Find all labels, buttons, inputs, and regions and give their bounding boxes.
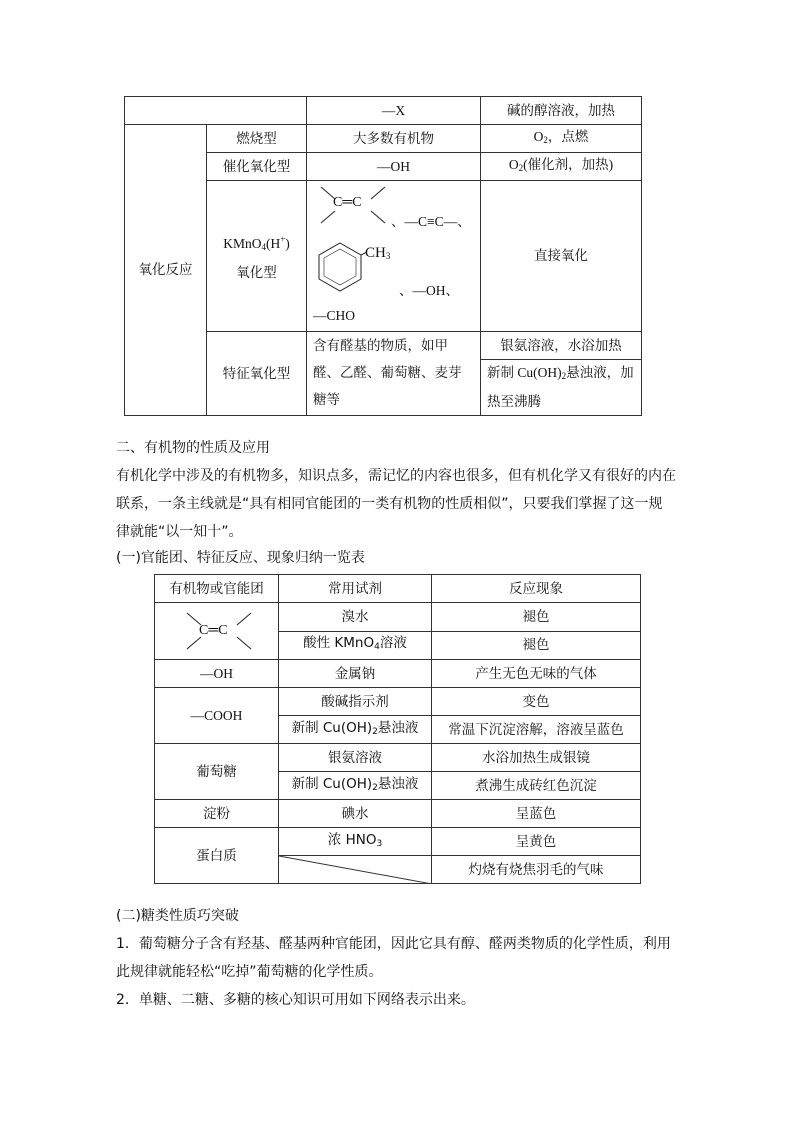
functional-group-table (154, 574, 641, 884)
halide-group: —X (307, 97, 481, 125)
kmno4-b: (H (265, 236, 281, 251)
reagent-cuoh2-b (279, 772, 432, 800)
reagent-cuoh2-a (279, 716, 432, 744)
kmno4-c: ) (285, 236, 290, 251)
benzene-ring-icon (313, 239, 367, 299)
cuoh-sub: 2 (372, 726, 378, 737)
hno3-a: 浓 HNO (327, 831, 377, 848)
empty-cell (125, 97, 307, 125)
cuoh-sub: 2 (372, 782, 378, 793)
catalytic-condition (481, 153, 642, 181)
phenomenon-dissolve: 常温下沉淀溶解，溶液呈蓝色 (432, 716, 641, 744)
halide-condition: 碱的醇溶液，加热 (481, 97, 642, 125)
phenomenon-fade-2: 褪色 (432, 631, 641, 660)
phenomenon-silver-mirror: 水浴加热生成银镜 (432, 744, 641, 772)
diagonal-empty-cell (279, 856, 432, 884)
alkyne-label: 、—C≡C—、 (391, 214, 471, 229)
phenomenon-color-change: 变色 (432, 688, 641, 716)
cuoh-b: 悬浊液 (377, 719, 419, 736)
reagent-silver-ammonia: 银氨溶液 (279, 744, 432, 772)
kmno4-b: 溶液 (379, 635, 407, 652)
header-phenomenon: 反应现象 (432, 575, 641, 603)
subsection-heading-1: (一)官能团、特征反应、现象归纳一览表 (116, 550, 365, 566)
oxidation-table (124, 96, 642, 416)
alkene-cell (155, 603, 279, 660)
alkene-label: C═C (333, 195, 362, 210)
catalytic-type: 催化氧化型 (207, 153, 307, 181)
reagent-bromine: 溴水 (279, 603, 432, 632)
aldehyde-label: —CHO (313, 308, 356, 323)
header-reagent: 常用试剂 (279, 575, 432, 603)
network-item: 2．单糖、二糖、多糖的核心知识可用如下网络表示出来。 (116, 992, 475, 1008)
reagent-hno3 (279, 828, 432, 856)
cuoh-a: 新制 Cu(OH) (487, 365, 562, 380)
reagent-indicator: 酸碱指示剂 (279, 688, 432, 716)
kmno4-line2: 氧化型 (236, 265, 277, 281)
header-group: 有机物或官能团 (155, 575, 279, 603)
o2-sub: 2 (543, 135, 548, 145)
oxidation-category: 氧化反应 (125, 125, 207, 416)
glucose-item: 1．葡萄糖分子含有羟基、醛基两种官能团，因此它具有醇、醛两类物质的化学性质，利用此规律就能轻松“吃掉”葡萄糖的化学性质。 (116, 936, 671, 980)
combustion-type: 燃烧型 (207, 125, 307, 153)
methyl-label (365, 244, 390, 265)
glucose-group: 葡萄糖 (155, 744, 279, 800)
alkene-label: C═C (199, 623, 228, 638)
carboxyl-group: —COOH (155, 688, 279, 744)
reagent-sodium: 金属钠 (279, 660, 432, 688)
kmno4-substances (307, 181, 481, 332)
cuoh-b: 悬浊液，加热至沸腾 (487, 365, 634, 410)
combustion-substance: 大多数有机物 (307, 125, 481, 153)
hno3-sub: 3 (376, 838, 383, 849)
kmno4-a: 酸性 KMnO (303, 635, 375, 652)
special-type: 特征氧化型 (207, 332, 307, 416)
phenomenon-burnt-feather: 灼烧有烧焦羽毛的气味 (432, 856, 641, 884)
hydroxyl-label: 、—OH、 (399, 283, 459, 298)
catalytic-substance: —OH (307, 153, 481, 181)
intro-paragraph: 有机化学中涉及的有机物多，知识点多，需记忆的内容也很多，但有机化学又有很好的内在联系，一条主线就是“具有相同官能团的一类有机物的性质相似”，只要我们掌握了这一规律就能“以一知十”。 (116, 468, 676, 540)
kmno4-sub: 4 (261, 242, 266, 252)
diagonal-line (279, 856, 432, 884)
kmno4-sub: 4 (374, 642, 380, 653)
reagent-kmno4 (279, 631, 432, 660)
phenomenon-gas: 产生无色无味的气体 (432, 660, 641, 688)
catalytic-rest: (催化剂，加热) (523, 157, 614, 172)
reagent-iodine: 碘水 (279, 800, 432, 828)
section-heading: 二、有机物的性质及应用 (116, 440, 270, 456)
cuoh-a: 新制 Cu(OH) (291, 719, 373, 736)
cuoh-b: 悬浊液 (377, 775, 419, 792)
special-substance: 含有醛基的物质，如甲醛、乙醛、葡萄糖、麦芽糖等 (307, 332, 481, 416)
combustion-condition (481, 125, 642, 153)
ch3-sub: 3 (385, 251, 391, 261)
protein-group: 蛋白质 (155, 828, 279, 884)
phenomenon-fade-1: 褪色 (432, 603, 641, 632)
o2-sub: 2 (518, 163, 524, 173)
combustion-rest: ，点燃 (547, 129, 589, 144)
cuoh-sub: 2 (561, 371, 567, 381)
ch-text: CH (365, 245, 386, 261)
kmno4-type (207, 181, 307, 332)
phenomenon-brick-red: 煮沸生成砖红色沉淀 (432, 772, 641, 800)
o2-text: O (508, 157, 519, 172)
starch-group: 淀粉 (155, 800, 279, 828)
kmno4-a: KMnO (223, 236, 262, 251)
special-condition-2 (481, 360, 642, 416)
kmno4-condition: 直接氧化 (481, 181, 642, 332)
kmno4-sup: + (280, 234, 286, 244)
special-condition-1: 银氨溶液，水浴加热 (481, 332, 642, 360)
phenomenon-blue: 呈蓝色 (432, 800, 641, 828)
kmno4-line1 (223, 236, 290, 251)
hydroxyl-group: —OH (155, 660, 279, 688)
cuoh-a: 新制 Cu(OH) (291, 775, 373, 792)
phenomenon-yellow: 呈黄色 (432, 828, 641, 856)
subsection-heading-2: (二)糖类性质巧突破 (116, 908, 239, 924)
o2-text: O (533, 129, 544, 144)
